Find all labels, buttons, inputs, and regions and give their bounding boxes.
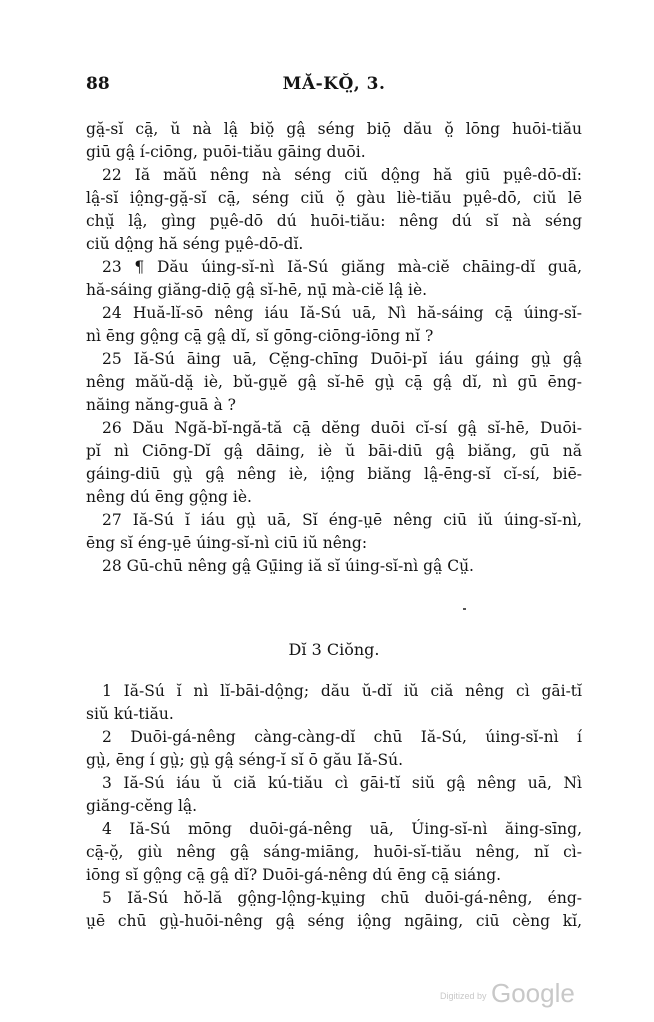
page-number: 88 [86,74,110,94]
text-line: iōng sĭ gô̤ng cā̤ gâ̤ dĭ? Duōi-gá-nêng dú ēng cā̤ siáng. [86,866,502,884]
text-block-verses-22-28 [86,118,582,578]
text-line: lâ̤-sĭ iô̤ng-gă̤-sĭ cā̤, séng ciŭ ŏ̤ gàu liè-tiău pṳê-dō, ciŭ lē [86,189,582,207]
google-logo: Google [490,978,575,1008]
text-line: giăng-cĕng lâ̤. [86,797,198,815]
digitized-by-label: Digitized by [440,991,487,1001]
text-line: 4 Iă-Sú mōng duōi-gá-nêng uā, Úing-sĭ-nì ăing-sīng, [102,820,582,838]
text-line: 28 Gū-chū nêng gâ̤ Gṳ̄ing iă sĭ úing-sĭ-nì gâ̤ Cṳ̆. [102,557,474,575]
text-line: nì ēng gô̤ng cā̤ gâ̤ dĭ, sĭ gōng-ciōng-iōng nĭ ? [86,327,434,345]
text-line: siŭ kú-tiău. [86,705,174,723]
printer-mark [463,608,466,610]
text-line: 22 Iă măŭ nêng nà séng ciŭ dô̤ng hă giū pṳê-dō-dĭ: [102,166,582,184]
text-line: 24 Huă-lĭ-sō nêng iáu Iă-Sú uā, Nì hă-sáing cā̤ úing-sĭ- [102,304,582,322]
text-line: 1 Iă-Sú ĭ nì lĭ-bāi-dô̤ng; dău ŭ-dĭ iŭ ciă nêng cì gāi-tĭ [102,682,582,700]
text-line: gáing-diū gṳ̀ gâ̤ nêng iè, iô̤ng biăng lâ̤-ēng-sĭ cĭ-sí, biē- [86,465,582,483]
text-line: ṳē chū gṳ̀-huōi-nêng gâ̤ séng iô̤ng ngāing, ciū cèng kĭ, [86,912,582,930]
text-line: ciŭ dô̤ng hă séng pṳê-dō-dĭ. [86,235,304,253]
text-line: 23 ¶ Dău úing-sĭ-nì Iă-Sú giăng mà-ciĕ chāing-dĭ guā, [102,258,582,276]
text-line: 3 Iă-Sú iáu ŭ ciă kú-tiău cì gāi-tĭ siŭ gâ̤ nêng uā, Nì [102,774,582,792]
text-line: gă̤-sĭ cā̤, ŭ nà lâ̤ biŏ̤ gâ̤ séng biō̤ dău ŏ̤ lōng huōi-tiău [86,120,582,138]
running-head: MĂ-KŎ̤, 3. [282,74,386,94]
text-line: gṳ̀, ēng í gṳ̀; gṳ̀ gâ̤ séng-ĭ sĭ ō gău Iă-Sú. [86,751,404,769]
text-line: nêng măŭ-dă̤ iè, bŭ-gṳĕ gâ̤ sĭ-hē gṳ̀ cā̤ gâ̤ dĭ, nì gū ēng- [86,373,582,391]
text-line: 27 Iă-Sú ĭ iáu gṳ̀ uā, Sĭ éng-ṳē nêng ciū iŭ úing-sĭ-nì, [102,511,582,529]
text-line: ēng sĭ éng-ṳē úing-sĭ-nì ciū iŭ nêng: [86,534,368,552]
text-line: 2 Duōi-gá-nêng càng-càng-dĭ chū Iă-Sú, úing-sĭ-nì í [102,728,582,746]
text-line: 25 Iă-Sú āing uā, Cĕ̤ng-chīng Duōi-pĭ iáu gáing gṳ̀ gâ̤ [102,350,582,368]
text-line: pĭ nì Ciōng-Dĭ gâ̤ dāing, iè ŭ bāi-diū gâ̤ biăng, gū nă [86,442,582,460]
text-line: năing năng-guā à ? [86,396,236,414]
text-line: 5 Iă-Sú hŏ-lă gô̤ng-lô̤ng-kṳing chū duōi-gá-nêng, éng- [102,889,582,907]
text-block-chapter-3 [86,680,582,933]
chapter-title: Dĭ 3 Ciŏng. [288,640,380,659]
text-line: cā̤-ŏ̤, giù nêng gâ̤ sáng-miāng, huōi-sĭ-tiău nêng, nĭ cì- [86,843,582,861]
text-line: chṳ̆ lâ̤, gìng pṳê-dō dú huōi-tiău: nêng dú sĭ nà séng [86,212,582,230]
text-line: 26 Dău Ngă-bĭ-ngă-tă cā̤ dĕng duōi cĭ-sí gâ̤ sĭ-hē, Duōi- [102,419,582,437]
text-line: nêng dú ēng gô̤ng iè. [86,488,252,506]
page-header [86,74,582,98]
text-line: hă-sáing giăng-diō̤ gâ̤ sĭ-hē, nṳ̄ mà-ciĕ lâ̤ iè. [86,281,428,299]
digitized-watermark [440,978,575,1009]
text-line: giū gâ̤ í-ciōng, puōi-tiău gāing duōi. [86,143,366,161]
